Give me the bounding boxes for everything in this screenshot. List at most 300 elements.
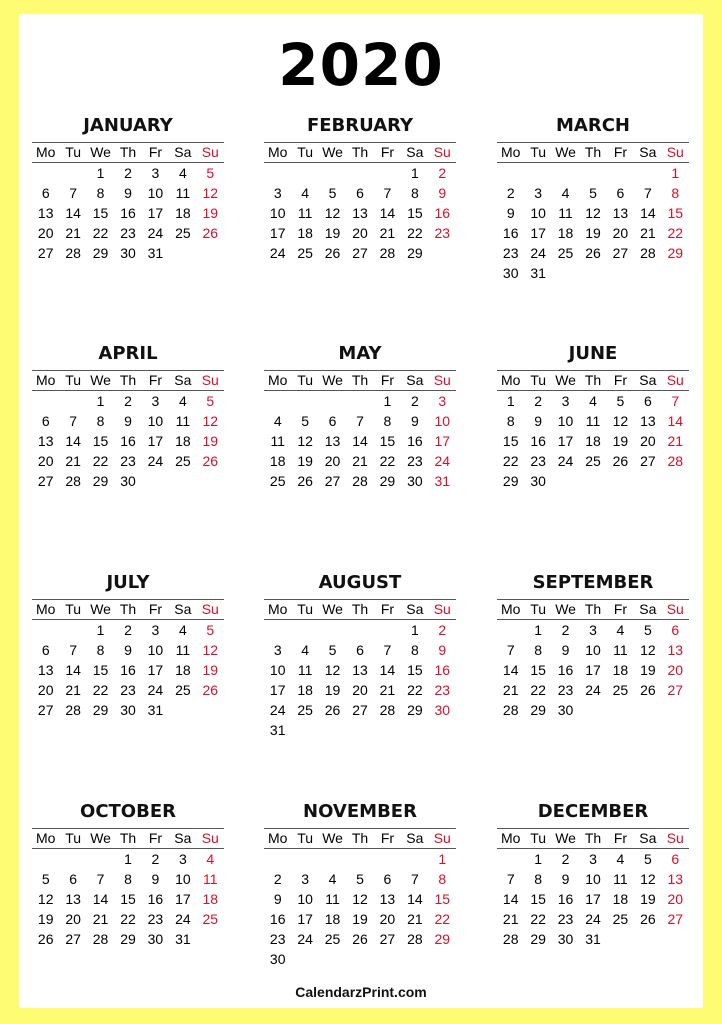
day-cell: 7 <box>69 185 78 201</box>
empty-cell <box>552 163 579 183</box>
month-grid <box>32 599 224 720</box>
day-cell: 5 <box>206 393 215 409</box>
day-cell: 22 <box>120 911 136 927</box>
day-cell: 1 <box>438 851 447 867</box>
month-name: OCTOBER <box>80 801 176 822</box>
day-cell: 23 <box>407 453 423 469</box>
day-cell: 1 <box>410 622 419 638</box>
day-cell: 19 <box>640 662 656 678</box>
day-cell: 5 <box>41 871 50 887</box>
day-cell: 17 <box>557 433 574 449</box>
day-cell: 25 <box>269 473 286 489</box>
day-cell: 24 <box>557 453 574 469</box>
day-cell: 20 <box>37 225 54 241</box>
day-cell: 21 <box>379 225 396 241</box>
calendar-sheet <box>19 14 703 1008</box>
day-cell: 18 <box>202 891 219 907</box>
day-cell: 31 <box>530 265 546 281</box>
day-cell: 15 <box>379 433 396 449</box>
day-cell: 4 <box>616 622 625 638</box>
day-cell: 13 <box>640 413 656 429</box>
day-cell: 5 <box>643 851 652 867</box>
weekday-header: We <box>319 599 346 620</box>
day-cell: 11 <box>297 662 313 678</box>
month-august <box>264 571 456 740</box>
weekday-header: Sa <box>401 828 428 849</box>
month-name: FEBRUARY <box>306 115 414 136</box>
day-cell: 28 <box>407 931 423 947</box>
day-cell: 7 <box>506 642 515 658</box>
day-cell: 21 <box>640 225 656 241</box>
day-cell: 27 <box>667 911 684 927</box>
weekday-header: We <box>87 828 114 849</box>
day-cell: 4 <box>561 185 570 201</box>
day-cell: 29 <box>407 245 423 261</box>
day-cell: 23 <box>120 682 136 698</box>
day-cell: 19 <box>297 453 313 469</box>
day-cell: 2 <box>561 622 570 638</box>
day-cell: 27 <box>65 931 81 947</box>
weekday-header: Tu <box>291 599 318 620</box>
day-cell: 10 <box>175 871 191 887</box>
weekday-header: Tu <box>524 828 551 849</box>
empty-cell <box>374 620 401 640</box>
empty-cell <box>32 163 59 183</box>
day-cell: 31 <box>147 245 164 261</box>
day-cell: 9 <box>273 891 282 907</box>
day-cell: 24 <box>585 911 601 927</box>
weekday-header: Sa <box>634 599 661 620</box>
weekday-header: Su <box>197 828 224 849</box>
day-cell: 27 <box>37 473 54 489</box>
day-cell: 21 <box>407 911 423 927</box>
day-cell: 26 <box>352 931 368 947</box>
day-cell: 13 <box>65 891 81 907</box>
day-cell: 11 <box>325 891 340 907</box>
day-cell: 2 <box>438 165 447 181</box>
day-cell: 3 <box>151 165 160 181</box>
month-grid <box>264 370 456 491</box>
weekday-header: We <box>319 828 346 849</box>
day-cell: 23 <box>434 225 451 241</box>
day-cell: 29 <box>92 702 109 718</box>
day-cell: 16 <box>120 433 136 449</box>
day-cell: 7 <box>356 413 364 429</box>
day-cell: 25 <box>557 245 574 261</box>
day-cell: 10 <box>147 642 164 658</box>
day-cell: 28 <box>640 245 656 261</box>
day-cell: 3 <box>561 393 570 409</box>
day-cell: 4 <box>178 393 187 409</box>
day-cell: 11 <box>613 642 628 658</box>
day-cell: 16 <box>120 662 136 678</box>
day-cell: 7 <box>69 642 78 658</box>
day-cell: 2 <box>534 393 543 409</box>
month-june <box>497 342 689 491</box>
day-cell: 22 <box>434 911 451 927</box>
day-cell: 8 <box>671 185 680 201</box>
day-cell: 21 <box>92 911 109 927</box>
weekday-header: Su <box>429 599 456 620</box>
day-cell: 18 <box>612 891 629 907</box>
day-cell: 20 <box>65 911 81 927</box>
day-cell: 30 <box>269 951 286 967</box>
day-cell: 25 <box>585 453 601 469</box>
weekday-header: Sa <box>169 370 196 391</box>
day-cell: 14 <box>640 205 656 221</box>
day-cell: 20 <box>352 682 368 698</box>
day-cell: 29 <box>667 245 684 261</box>
day-cell: 3 <box>301 871 310 887</box>
empty-cell <box>346 849 373 869</box>
weekday-header: Th <box>346 599 373 620</box>
year-title: 2020 <box>278 31 444 99</box>
day-cell: 10 <box>147 185 164 201</box>
day-cell: 20 <box>667 891 684 907</box>
day-cell: 4 <box>301 642 310 658</box>
day-cell: 7 <box>69 413 78 429</box>
day-cell: 9 <box>151 871 160 887</box>
day-cell: 12 <box>352 891 368 907</box>
day-cell: 16 <box>434 662 451 678</box>
empty-cell <box>59 849 86 869</box>
day-cell: 16 <box>269 911 286 927</box>
day-cell: 13 <box>37 433 54 449</box>
day-cell: 13 <box>612 205 629 221</box>
empty-cell <box>291 620 318 640</box>
day-cell: 9 <box>438 642 447 658</box>
day-cell: 23 <box>120 453 136 469</box>
weekday-header: Sa <box>401 370 428 391</box>
day-cell: 25 <box>202 911 219 927</box>
empty-cell <box>264 391 291 411</box>
empty-cell <box>264 620 291 640</box>
day-cell: 28 <box>502 931 519 947</box>
day-cell: 5 <box>356 871 364 887</box>
day-cell: 5 <box>616 393 625 409</box>
day-cell: 8 <box>438 871 447 887</box>
weekday-header: Su <box>429 370 456 391</box>
day-cell: 29 <box>92 473 109 489</box>
day-cell: 27 <box>640 453 656 469</box>
weekday-header: Su <box>662 370 689 391</box>
day-cell: 19 <box>585 225 601 241</box>
day-cell: 24 <box>147 225 164 241</box>
weekday-header: Fr <box>607 370 634 391</box>
day-cell: 30 <box>502 265 519 281</box>
day-cell: 16 <box>557 662 574 678</box>
day-cell: 1 <box>534 622 543 638</box>
month-grid <box>264 142 456 263</box>
weekday-header: Mo <box>264 370 291 391</box>
day-cell: 27 <box>379 931 396 947</box>
day-cell: 14 <box>92 891 109 907</box>
empty-cell <box>374 849 401 869</box>
weekday-header: Mo <box>497 370 524 391</box>
day-cell: 30 <box>530 473 546 489</box>
day-cell: 30 <box>120 245 136 261</box>
empty-cell <box>579 163 606 183</box>
day-cell: 25 <box>175 453 191 469</box>
day-cell: 14 <box>502 662 519 678</box>
day-cell: 18 <box>175 433 191 449</box>
day-cell: 19 <box>612 433 629 449</box>
day-cell: 24 <box>147 682 164 698</box>
day-cell: 28 <box>352 473 368 489</box>
weekday-header: Su <box>429 828 456 849</box>
day-cell: 9 <box>506 205 515 221</box>
day-cell: 13 <box>379 891 396 907</box>
weekday-header: We <box>319 142 346 163</box>
day-cell: 14 <box>379 662 396 678</box>
empty-cell <box>497 620 524 640</box>
day-cell: 8 <box>96 642 105 658</box>
month-september <box>497 571 689 720</box>
day-cell: 21 <box>502 911 519 927</box>
day-cell: 8 <box>534 642 543 658</box>
day-cell: 2 <box>410 393 419 409</box>
weekday-header: Tu <box>59 599 86 620</box>
day-cell: 30 <box>120 473 136 489</box>
day-cell: 28 <box>379 245 396 261</box>
month-name: NOVEMBER <box>303 801 417 822</box>
empty-cell <box>59 163 86 183</box>
day-cell: 21 <box>65 682 81 698</box>
day-cell: 14 <box>407 891 423 907</box>
day-cell: 17 <box>530 225 546 241</box>
weekday-header: We <box>87 142 114 163</box>
day-cell: 2 <box>561 851 570 867</box>
day-cell: 28 <box>65 702 81 718</box>
weekday-header: Mo <box>264 142 291 163</box>
day-cell: 31 <box>269 722 286 738</box>
day-cell: 29 <box>92 245 109 261</box>
day-cell: 19 <box>202 205 219 221</box>
day-cell: 22 <box>667 225 684 241</box>
day-cell: 10 <box>147 413 164 429</box>
month-november <box>264 800 456 969</box>
empty-cell <box>319 620 346 640</box>
month-grid <box>32 828 224 949</box>
day-cell: 23 <box>147 911 164 927</box>
weekday-header: Mo <box>32 370 59 391</box>
day-cell: 22 <box>530 682 546 698</box>
weekday-header: Th <box>579 599 606 620</box>
month-name: JANUARY <box>83 115 173 136</box>
month-grid <box>497 599 689 720</box>
day-cell: 3 <box>151 622 160 638</box>
day-cell: 15 <box>667 205 684 221</box>
day-cell: 26 <box>297 473 313 489</box>
month-grid <box>264 828 456 969</box>
empty-cell <box>524 163 551 183</box>
day-cell: 27 <box>612 245 629 261</box>
day-cell: 26 <box>202 453 219 469</box>
day-cell: 18 <box>269 453 286 469</box>
day-cell: 26 <box>202 682 219 698</box>
weekday-header: Mo <box>497 828 524 849</box>
day-cell: 15 <box>92 433 109 449</box>
weekday-header: We <box>87 599 114 620</box>
day-cell: 5 <box>643 622 652 638</box>
day-cell: 23 <box>120 225 136 241</box>
weekday-header: Sa <box>401 599 428 620</box>
empty-cell <box>59 391 86 411</box>
weekday-header: Mo <box>32 142 59 163</box>
day-cell: 4 <box>178 165 187 181</box>
day-cell: 4 <box>301 185 310 201</box>
day-cell: 14 <box>65 662 81 678</box>
weekday-header: Su <box>662 828 689 849</box>
day-cell: 11 <box>585 413 601 429</box>
day-cell: 27 <box>37 702 54 718</box>
day-cell: 24 <box>147 453 164 469</box>
day-cell: 18 <box>612 662 629 678</box>
month-december <box>497 800 689 949</box>
day-cell: 3 <box>178 851 187 867</box>
day-cell: 12 <box>202 642 219 658</box>
day-cell: 12 <box>585 205 601 221</box>
day-cell: 15 <box>92 662 109 678</box>
day-cell: 11 <box>613 871 628 887</box>
day-cell: 22 <box>92 453 109 469</box>
day-cell: 18 <box>297 682 313 698</box>
day-cell: 22 <box>92 682 109 698</box>
weekday-header: Sa <box>634 370 661 391</box>
day-cell: 1 <box>96 165 105 181</box>
day-cell: 29 <box>434 931 451 947</box>
day-cell: 18 <box>297 225 313 241</box>
empty-cell <box>32 620 59 640</box>
empty-cell <box>264 163 291 183</box>
day-cell: 7 <box>383 642 392 658</box>
day-cell: 5 <box>328 642 337 658</box>
weekday-header: We <box>552 370 579 391</box>
day-cell: 28 <box>379 702 396 718</box>
day-cell: 3 <box>589 851 597 867</box>
day-cell: 11 <box>297 205 313 221</box>
day-cell: 20 <box>667 662 684 678</box>
day-cell: 5 <box>589 185 597 201</box>
weekday-header: We <box>552 142 579 163</box>
day-cell: 22 <box>92 225 109 241</box>
weekday-header: Fr <box>607 142 634 163</box>
day-cell: 2 <box>438 622 447 638</box>
day-cell: 30 <box>557 702 574 718</box>
day-cell: 6 <box>328 413 337 429</box>
day-cell: 9 <box>561 871 570 887</box>
day-cell: 1 <box>534 851 543 867</box>
month-april <box>32 342 224 491</box>
day-cell: 26 <box>612 453 629 469</box>
day-cell: 17 <box>269 682 286 698</box>
day-cell: 8 <box>383 413 392 429</box>
month-name: APRIL <box>98 343 158 364</box>
day-cell: 6 <box>41 642 50 658</box>
weekday-header: Tu <box>291 370 318 391</box>
day-cell: 16 <box>557 891 574 907</box>
day-cell: 18 <box>585 433 601 449</box>
month-grid <box>32 142 224 263</box>
day-cell: 8 <box>96 185 105 201</box>
day-cell: 23 <box>269 931 286 947</box>
day-cell: 2 <box>506 185 515 201</box>
empty-cell <box>32 849 59 869</box>
day-cell: 3 <box>589 622 597 638</box>
day-cell: 4 <box>206 851 215 867</box>
weekday-header: Tu <box>524 599 551 620</box>
day-cell: 22 <box>407 682 423 698</box>
day-cell: 3 <box>534 185 543 201</box>
day-cell: 14 <box>65 433 81 449</box>
month-february <box>264 114 456 263</box>
day-cell: 22 <box>502 453 519 469</box>
day-cell: 27 <box>352 702 368 718</box>
weekday-header: Fr <box>607 828 634 849</box>
weekday-header: Tu <box>291 828 318 849</box>
empty-cell <box>319 163 346 183</box>
weekday-header: Th <box>114 599 141 620</box>
day-cell: 10 <box>269 205 286 221</box>
day-cell: 26 <box>640 682 656 698</box>
day-cell: 25 <box>612 682 629 698</box>
day-cell: 1 <box>96 622 105 638</box>
day-cell: 7 <box>96 871 105 887</box>
day-cell: 15 <box>530 662 546 678</box>
weekday-header: Th <box>579 142 606 163</box>
empty-cell <box>291 849 318 869</box>
day-cell: 19 <box>324 225 341 241</box>
empty-cell <box>319 849 346 869</box>
day-cell: 28 <box>65 245 81 261</box>
day-cell: 18 <box>324 911 341 927</box>
day-cell: 25 <box>175 225 191 241</box>
weekday-header: Mo <box>264 599 291 620</box>
day-cell: 12 <box>37 891 54 907</box>
day-cell: 6 <box>41 413 50 429</box>
day-cell: 12 <box>640 642 656 658</box>
day-cell: 14 <box>65 205 81 221</box>
day-cell: 22 <box>530 911 546 927</box>
day-cell: 16 <box>407 433 423 449</box>
month-name: SEPTEMBER <box>532 572 654 593</box>
day-cell: 24 <box>175 911 191 927</box>
day-cell: 21 <box>502 682 519 698</box>
day-cell: 24 <box>585 682 601 698</box>
day-cell: 3 <box>151 393 160 409</box>
day-cell: 15 <box>92 205 109 221</box>
day-cell: 20 <box>37 682 54 698</box>
day-cell: 13 <box>667 642 684 658</box>
month-grid <box>497 828 689 949</box>
day-cell: 6 <box>356 642 364 658</box>
empty-cell <box>291 163 318 183</box>
day-cell: 6 <box>356 185 364 201</box>
weekday-header: Th <box>346 142 373 163</box>
day-cell: 29 <box>502 473 519 489</box>
day-cell: 14 <box>667 413 684 429</box>
day-cell: 5 <box>328 185 337 201</box>
day-cell: 17 <box>175 891 191 907</box>
day-cell: 7 <box>671 393 680 409</box>
day-cell: 24 <box>434 453 451 469</box>
day-cell: 8 <box>534 871 543 887</box>
day-cell: 10 <box>269 662 286 678</box>
day-cell: 13 <box>352 205 368 221</box>
weekday-header: Th <box>346 370 373 391</box>
day-cell: 26 <box>37 931 54 947</box>
day-cell: 25 <box>612 911 629 927</box>
